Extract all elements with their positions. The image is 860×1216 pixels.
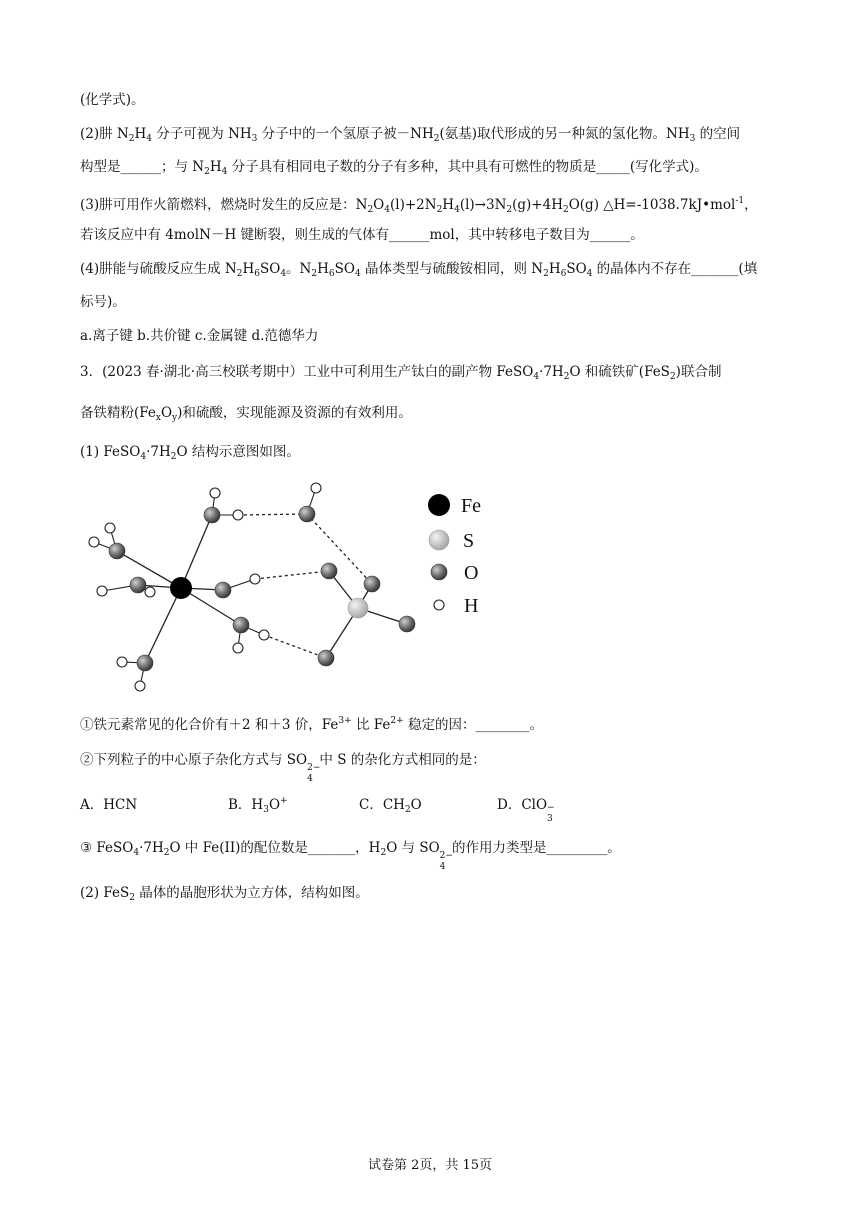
legend <box>428 494 481 617</box>
legend-o-label: O <box>464 562 479 584</box>
text-line: 构型是______；与 $N_2H_4$ 分子具有相同电子数的分子有多种，其中具有可燃性的物质是_____(写化学式)。 <box>80 159 708 177</box>
page-footer: 试卷第 2页，共 15页 <box>367 1158 493 1173</box>
sulfur-atom <box>348 598 368 618</box>
question-3-2: (2) FeS$_2$ 晶体的晶胞形状为立方体，结构如图。 <box>80 885 369 903</box>
choice-c: C．$CH_2O$ <box>359 797 422 815</box>
question-3-1-2: ②下列粒子的中心原子杂化方式与 SO 2− 4 中 S 的杂化方式相同的是： <box>80 752 486 784</box>
text-line: 若该反应中有 4molN－H 键断裂，则生成的气体有______mol，其中转移电子数目为______。 <box>80 227 644 243</box>
choice-a: A．HCN <box>80 797 138 813</box>
text-line: 备铁精粉$(Fe_xO_y)$和硫酸，实现能源及资源的有效利用。 <box>80 405 412 423</box>
hydrogen-bonds <box>238 514 372 658</box>
question-3-1-3: ③ $FeSO_4\cdot 7H_2O$ 中 Fe(II)的配位数是_______，$H_2O$ 与 SO 2− 4 的作用力类型是_________。 <box>80 840 621 872</box>
question-3-1-1: ①铁元素常见的化合价有＋2 和＋3 价，$Fe^{3+}$ 比 $Fe^{2+}$ 稳定的因：________。 <box>80 716 543 733</box>
question-2-2: (2)肼 $N_2H_4$ 分子可视为 $NH_3$ 分子中的一个氢原子被$-NH_2$(氨基)取代形成的另一种氮的氢化物。$NH_3$ 的空间 <box>80 126 741 144</box>
question-3-header: 3．(2023 春·湖北·高三校联考期中）工业中可利用生产钛白的副产物 $FeSO_4\cdot 7H_2O$ 和硫铁矿(FeS$_2$)联合制 <box>80 364 722 382</box>
text-line: 标号)。 <box>80 294 126 310</box>
legend-o-swatch <box>431 564 447 580</box>
choice-d: D．ClO − 3 <box>497 797 555 824</box>
legend-h-swatch <box>434 600 444 610</box>
legend-fe-label: Fe <box>461 495 481 517</box>
legend-fe-swatch <box>428 494 450 516</box>
iron-atom <box>170 577 192 599</box>
feso4-structure-diagram <box>80 478 500 693</box>
question-2-4: (4)肼能与硫酸反应生成 $N_2H_6SO_4$。$N_2H_6SO_4$ 晶体类型与硫酸铵相同，则 $N_2H_6SO_4$ 的晶体内不存在_______(填 <box>80 261 758 279</box>
choice-b: B．$H_3O^+$ <box>228 796 288 815</box>
legend-s-label: S <box>463 530 475 552</box>
legend-s-swatch <box>429 530 449 550</box>
options-line: a.离子键 b.共价键 c.金属键 d.范德华力 <box>80 328 319 344</box>
legend-h-label: H <box>464 595 479 617</box>
text-line: (化学式)。 <box>80 92 145 108</box>
oxygen-atoms <box>109 506 415 671</box>
question-2-3: (3)肼可用作火箭燃料，燃烧时发生的反应是：$N_2O_4(l)+2N_2H_4(l)\to 3N_2(g)+4H_2O(g)$ △H=-1038.7kJ•mol$^{-1}$， <box>80 196 758 215</box>
question-3-1: (1) $FeSO_4\cdot 7H_2O$ 结构示意图如图。 <box>80 444 300 462</box>
